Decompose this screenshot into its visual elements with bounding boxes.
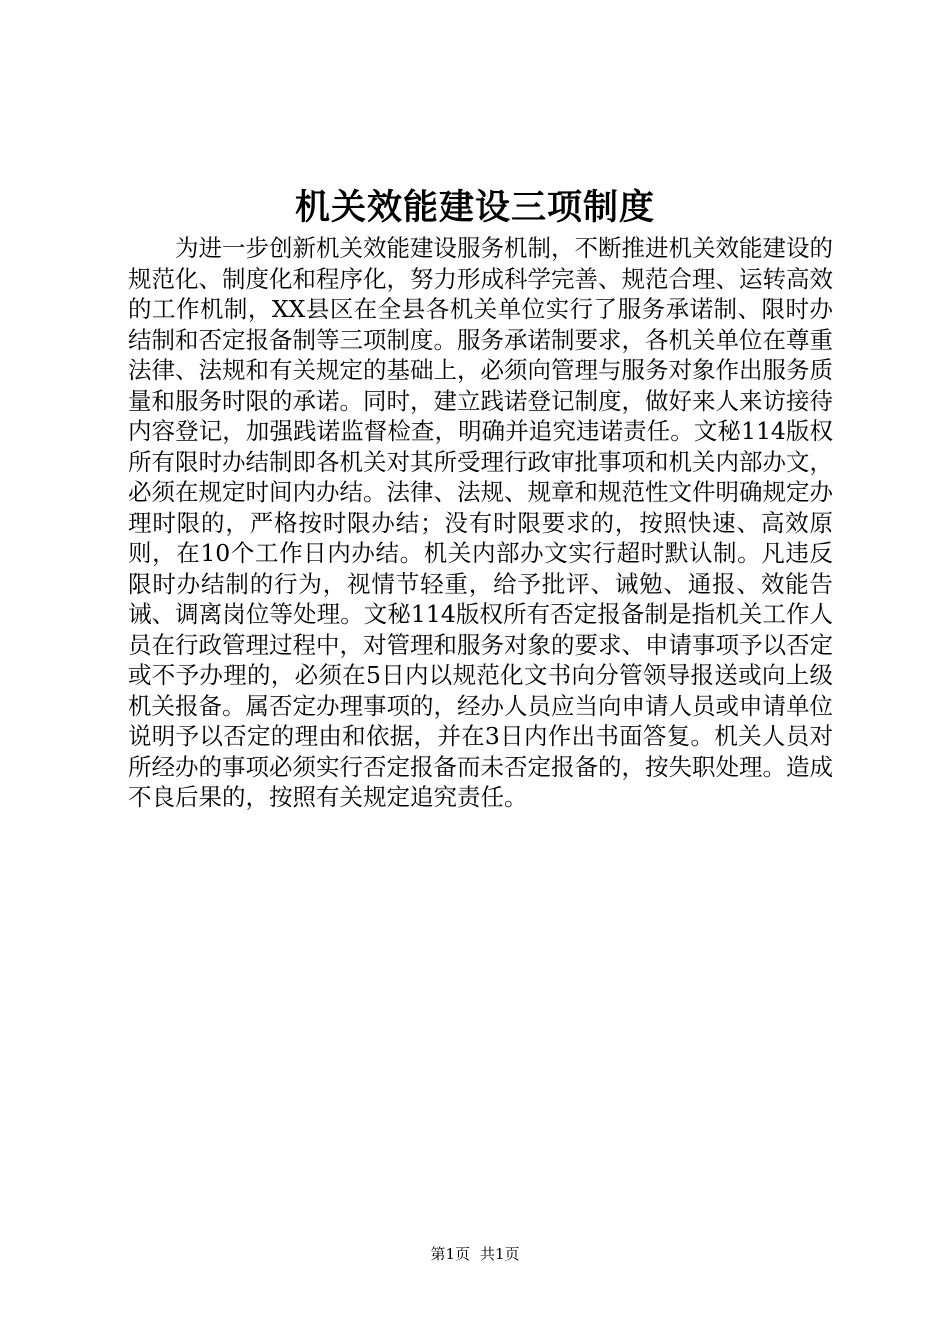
document-title: 机关效能建设三项制度: [294, 188, 655, 228]
document-body-paragraph: 为进一步创新机关效能建设服务机制，不断推进机关效能建设的规范化、制度化和程序化，努力形成科学完善、规范合理、运转高效的工作机制，XX县区在全县各机关单位实行了服务承诺制、限时办结制和否定报备制等三项制度。服务承诺制要求，各机关单位在尊重法律、法规和有关规定的基础上，必须向管理与服务对象作出服务质量和服务时限的承诺。同时，建立践诺登记制度，做好来人来访接待内容登记，加强践诺监督检查，明确并追究违诺责任。文秘114版权所有限时办结制即各机关对其所受理行政审批事项和机关内部办文，必须在规定时间内办结。法律、法规、规章和规范性文件明确规定办理时限的，严格按时限办结；没有时限要求的，按照快速、高效原则，在10个工作日内办结。机关内部办文实行超时默认制。凡违反限时办结制的行为，视情节轻重，给予批评、诫勉、通报、效能告诫、调离岗位等处理。文秘114版权所有否定报备制是指机关工作人员在行政管理过程中，对管理和服务对象的要求、申请事项予以否定或不予办理的，必须在5日内以规范化文书向分管领导报送或向上级机关报备。属否定办理事项的，经办人员应当向申请人员或申请单位说明予以否定的理由和依据，并在3日内作出书面答复。机关人员对所经办的事项必须实行否定报备而未否定报备的，按失职处理。造成不良后果的，按照有关规定追究责任。: [128, 234, 833, 811]
page-number-current: 第1页: [430, 1245, 470, 1263]
page-number-total: 共1页: [480, 1245, 520, 1263]
page-footer: [0, 1244, 950, 1264]
